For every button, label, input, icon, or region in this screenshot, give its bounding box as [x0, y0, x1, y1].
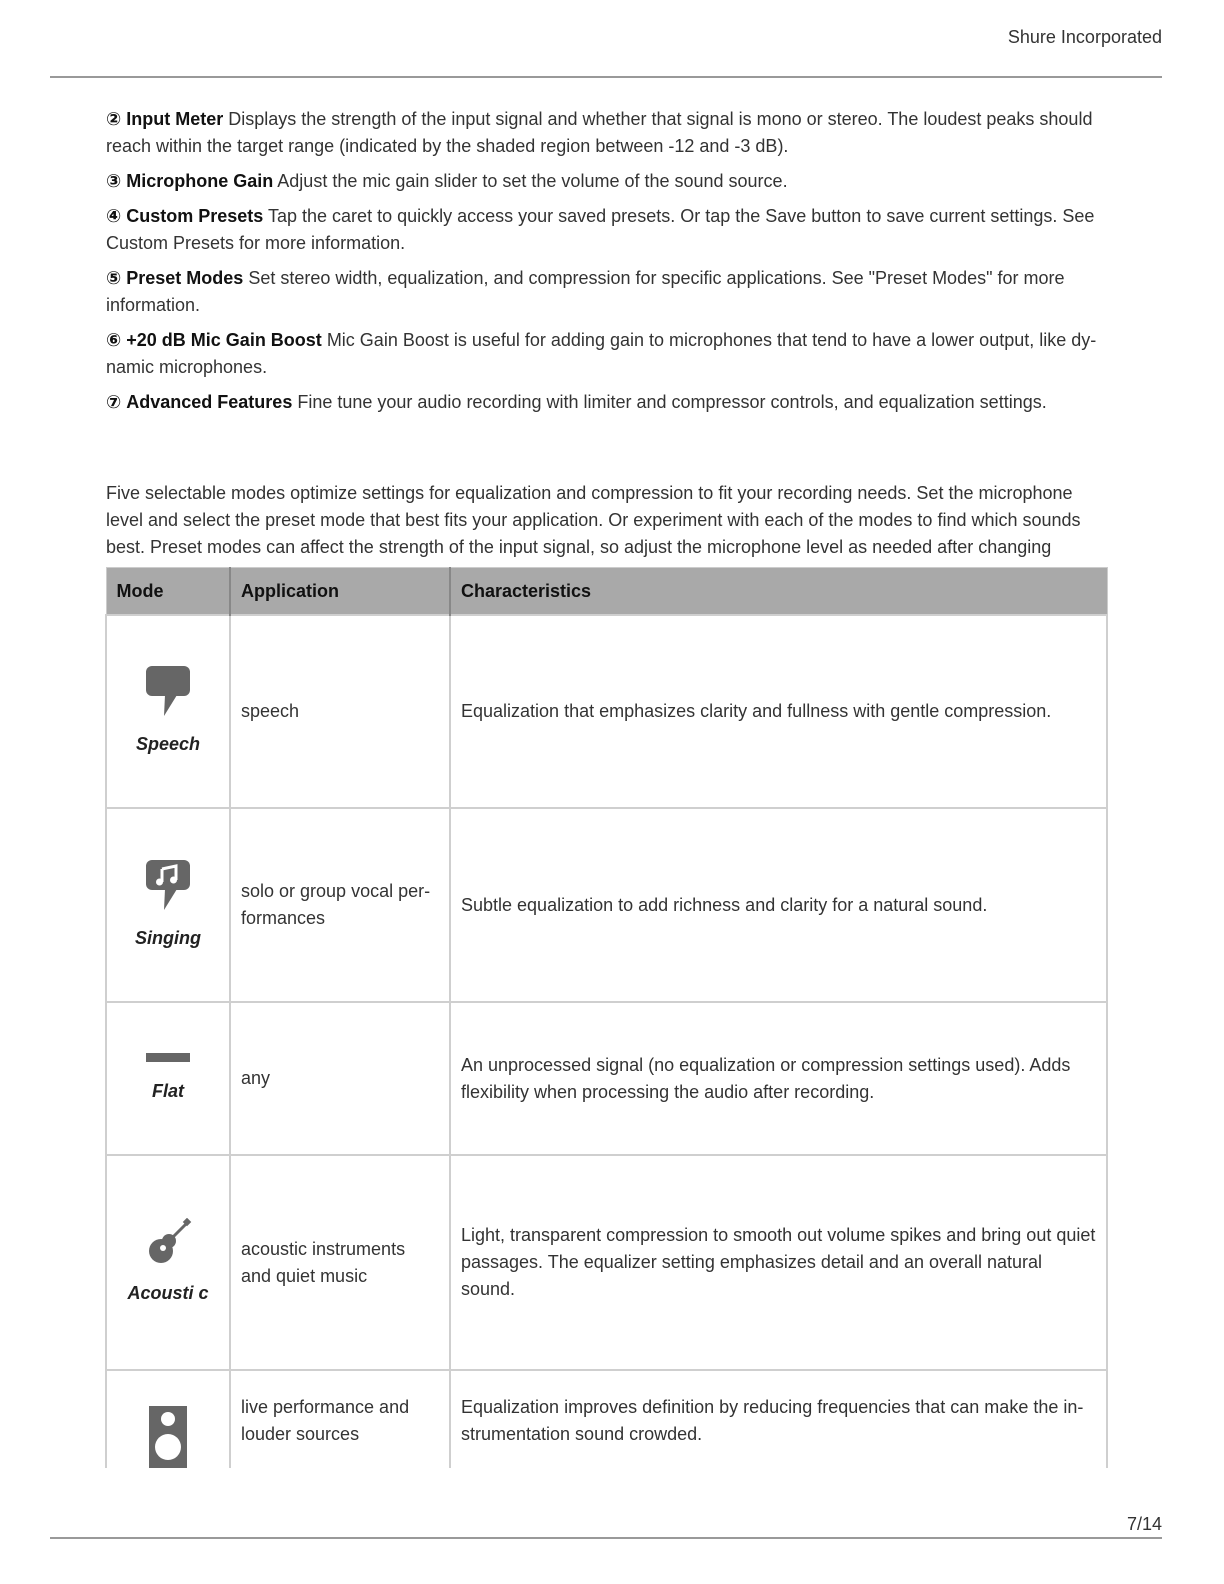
application-cell: live performance and louder sources — [230, 1370, 450, 1472]
feature-descriptions — [106, 106, 1106, 424]
desc-advanced-features: ⑦ Advanced Features Fine tune your audio recording with limiter and compressor controls, and equalization settings. — [106, 392, 1047, 412]
header-company: Shure Incorporated — [1007, 27, 1162, 47]
table-header-row — [106, 568, 1107, 616]
flat-line-icon — [145, 1052, 191, 1064]
mode-label: Singing — [135, 927, 201, 948]
speech-bubble-icon — [145, 665, 191, 717]
music-note-bubble-icon — [145, 859, 191, 911]
desc-input-meter: ② Input Meter Displays the strength of the input signal and whether that signal is mono or stereo. The loudest peaks should reach within the target range (indicated by the shaded region between -12 and -3 dB). — [106, 109, 1093, 156]
desc-microphone-gain: ③ Microphone Gain Adjust the mic gain slider to set the volume of the sound source. — [106, 171, 788, 191]
column-header-mode: Mode — [106, 568, 230, 616]
desc-mic-gain-boost: ⑥ +20 dB Mic Gain Boost Mic Gain Boost is useful for adding gain to microphones that tend to have a lower output, like dynamic microphones. — [106, 330, 1097, 377]
column-header-application: Application — [230, 568, 450, 616]
table-row — [106, 808, 1107, 1002]
mode-cell — [106, 615, 230, 808]
application-cell: any — [230, 1002, 450, 1155]
mode-label: Speech — [135, 734, 201, 754]
characteristics-cell: Equalization improves definition by reducing frequencies that can make the instrumentation sound crowded. — [450, 1370, 1107, 1472]
table-row — [106, 1370, 1107, 1472]
table-row — [106, 1155, 1107, 1370]
speaker-icon — [148, 1405, 188, 1471]
characteristics-cell: Subtle equalization to add richness and clarity for a natural sound. — [450, 808, 1107, 1002]
page-bottom-margin — [0, 1468, 1224, 1508]
mode-label: Acousti c — [127, 1283, 209, 1303]
acoustic-guitar-icon — [144, 1218, 192, 1266]
preset-modes-intro: Five selectable modes optimize settings for equalization and compression to fit your recording needs. Set the microphone level and select the preset mode that best fits your application. Or experiment with each of the modes to find which sounds best. Preset modes can affect the strength of the input signal, so adjust the microphone level as needed after changing — [106, 483, 1081, 557]
table-row — [106, 1002, 1107, 1155]
header-divider — [50, 76, 1162, 78]
mode-cell — [106, 808, 230, 1002]
application-cell: speech — [230, 615, 450, 808]
mode-cell — [106, 1370, 230, 1472]
characteristics-cell: Equalization that emphasizes clarity and fullness with gentle compression. — [450, 615, 1107, 808]
mode-cell — [106, 1155, 230, 1370]
mode-label: Flat — [151, 1081, 184, 1101]
characteristics-cell: Light, transparent compression to smooth out volume spikes and bring out quiet passages. The equalizer setting emphasizes detail and an overall natural sound. — [450, 1155, 1107, 1370]
mode-cell — [106, 1002, 230, 1155]
application-cell: acoustic instruments and quiet music — [230, 1155, 450, 1370]
footer-divider — [50, 1537, 1162, 1539]
preset-modes-table — [105, 567, 1108, 1473]
characteristics-cell: An unprocessed signal (no equalization or compression settings used). Adds flexibility when processing the audio after recording. — [450, 1002, 1107, 1155]
application-cell: solo or group vocal performances — [230, 808, 450, 1002]
page-number: 7/14 — [1126, 1514, 1162, 1534]
desc-preset-modes: ⑤ Preset Modes Set stereo width, equalization, and compression for specific applications. See "Preset Modes" for more information. — [106, 268, 1065, 315]
table-row — [106, 615, 1107, 808]
column-header-characteristics: Characteristics — [450, 568, 1107, 616]
desc-custom-presets: ④ Custom Presets Tap the caret to quickly access your saved presets. Or tap the Save button to save current settings. See Custom Presets for more information. — [106, 206, 1095, 253]
